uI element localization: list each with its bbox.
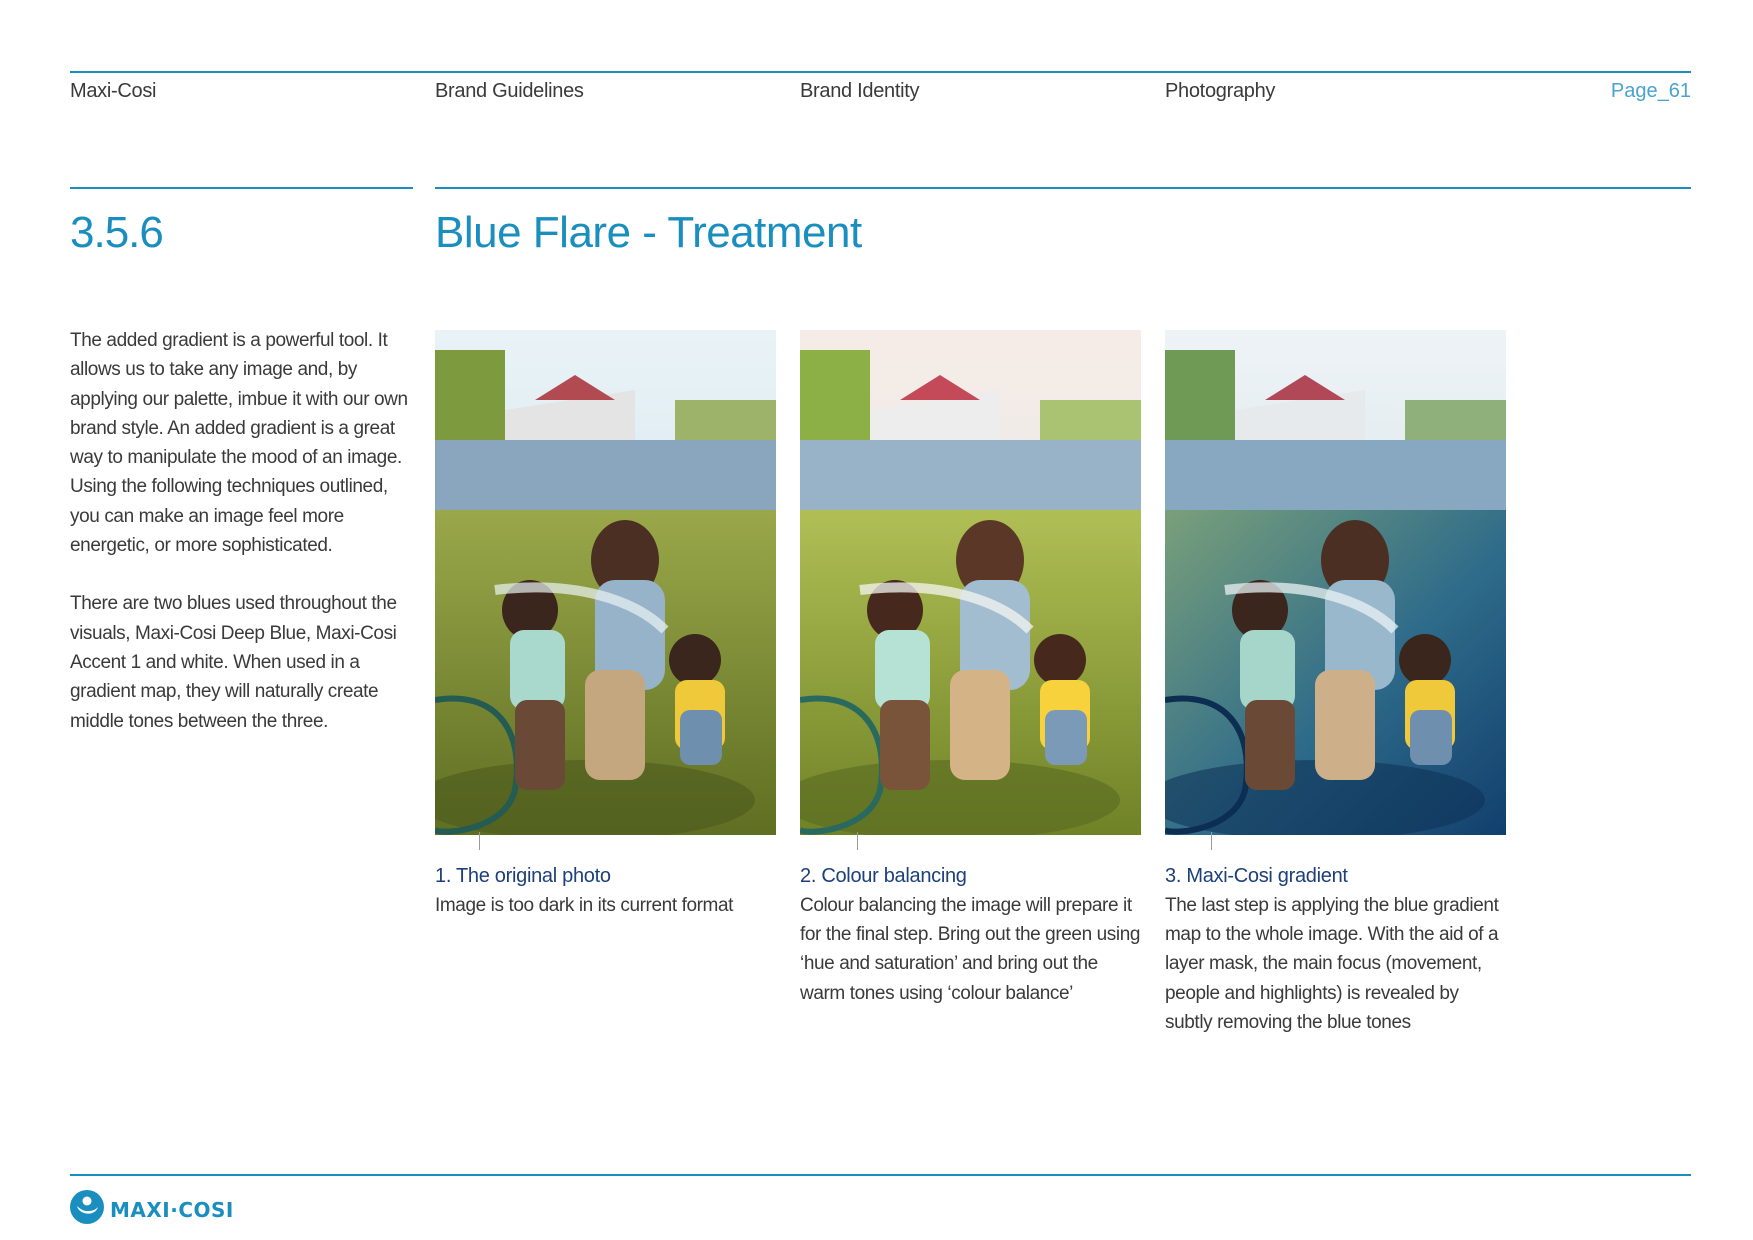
- maxi-cosi-logo: [70, 1190, 234, 1229]
- footer-rule: [70, 1174, 1691, 1176]
- logo-mark-icon: [70, 1190, 104, 1229]
- step-description: The last step is applying the blue gradient map to the whole image. With the aid of a layer mask, the main focus (movement, people and highlights) is revealed by subtly removing the blue tones: [1165, 895, 1499, 1033]
- step-title: 2. Colour balancing: [800, 865, 967, 887]
- step-caption: [435, 862, 780, 920]
- logo-wordmark: MAXI·COSI: [110, 1197, 234, 1222]
- section-number: 3.5.6: [70, 208, 163, 257]
- photo-1-marker: [479, 832, 480, 850]
- intro-paragraph-2: There are two blues used throughout the visuals, Maxi-Cosi Deep Blue, Maxi-Cosi Accent 1 and white. When used in a gradient map, they will naturally create middle tones between the three.: [70, 593, 397, 732]
- step-title: 3. Maxi-Cosi gradient: [1165, 865, 1348, 887]
- header-brand: Maxi-Cosi: [70, 80, 157, 102]
- page-number: Page_61: [1610, 80, 1691, 102]
- page-title: Blue Flare - Treatment: [435, 208, 862, 257]
- photo-maxi-cosi-gradient: [1165, 330, 1506, 835]
- header-chapter: Brand Identity: [800, 80, 920, 102]
- photo-3-marker: [1211, 832, 1212, 850]
- photo-colour-balanced: [800, 330, 1141, 835]
- intro-paragraph-1: The added gradient is a powerful tool. It allows us to take any image and, by applying our palette, imbue it with our own brand style. An added gradient is a great way to manipulate the mood of an image. Using the following techniques outlined, you can make an image feel more energetic, or more sophisticated.: [70, 330, 408, 557]
- header-section: Photography: [1165, 80, 1276, 102]
- photo-original: [435, 330, 776, 835]
- section-title-rule: [435, 187, 1691, 189]
- step-description: Image is too dark in its current format: [435, 895, 734, 916]
- step-title: 1. The original photo: [435, 865, 611, 887]
- step-caption: [1165, 862, 1510, 1037]
- photo-2-marker: [857, 832, 858, 850]
- header-rule: [70, 71, 1691, 73]
- step-caption: [800, 862, 1145, 1008]
- intro-text: [70, 326, 415, 765]
- header-document: Brand Guidelines: [435, 80, 584, 102]
- step-description: Colour balancing the image will prepare it for the final step. Bring out the green using ‘hue and saturation’ and bring out the warm tones using ‘colour balance’: [800, 895, 1141, 1004]
- section-number-rule: [70, 187, 413, 189]
